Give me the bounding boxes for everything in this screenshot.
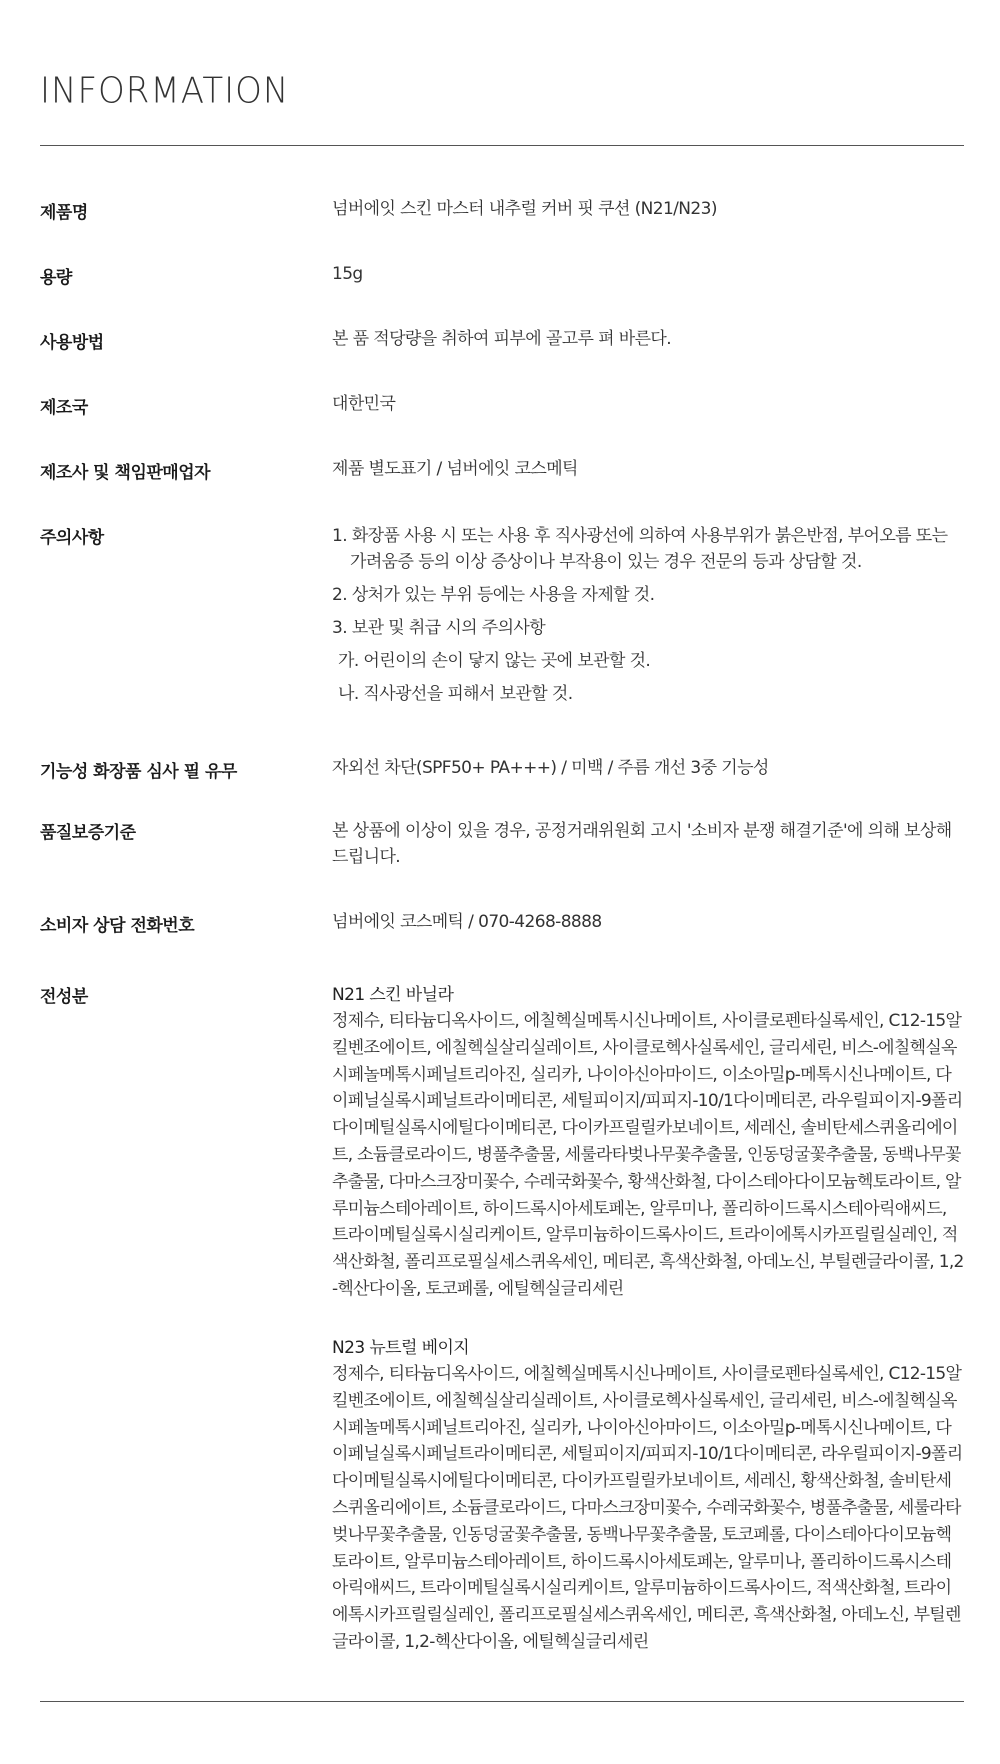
label-product-name: 제품명 (40, 203, 88, 223)
value-product-name: 넘버에잇 스킨 마스터 내추럴 커버 핏 쿠션 (N21/N23) (332, 199, 717, 219)
caution-item: 나. 직사광선을 피해서 보관할 것. (338, 684, 573, 704)
value-customer-service: 넘버에잇 코스메틱 / 070-4268-8888 (332, 912, 602, 932)
label-customer-service: 소비자 상담 전화번호 (40, 916, 195, 936)
caution-item: 가. 어린이의 손이 닿지 않는 곳에 보관할 것. (338, 651, 651, 671)
value-usage: 본 품 적당량을 취하여 피부에 골고루 펴 바른다. (332, 329, 672, 349)
page-title: INFORMATION (40, 70, 290, 112)
label-usage: 사용방법 (40, 333, 104, 353)
value-functional-cosmetic: 자외선 차단(SPF50+ PA+++) / 미백 / 주름 개선 3중 기능성 (332, 758, 769, 778)
label-country: 제조국 (40, 398, 88, 418)
ingredient-list: 정제수, 티타늄디옥사이드, 에칠헥실메톡시신나메이트, 사이클로펜타실록세인, C12-15알킬벤조에이트, 에칠헥실살리실레이트, 사이클로헥사실록세인, 글리세린, 비스-에칠헥실옥시페놀메톡시페닐트리아진, 실리카, 나이아신아마이드, 이소아밀p-메톡시신나메이트, 다이페닐실록시페닐트라이메티콘, 세틸피이지/피피지-10/1다이메티콘, 라우릴피이지-9폴리다이메틸실록시에틸다이메티콘, 다이카프릴릴카보네이트, 세레신, 황색산화철, 솔비탄세스퀴올리에이트, 소듐클로라이드, 다마스크장미꽃수, 수레국화꽃수, 병풀추출물, 세룰라타벚나무꽃추출물, 인동덩굴꽃추출물, 동백나무꽃추출물, 토코페롤, 다이스테아다이모늄헥토라이트, 알루미늄스테아레이트, 하이드록시아세토페논, 알루미나, 폴리하이드록시스테아릭애씨드, 트라이메틸실록시실리케이트, 알루미늄하이드록사이드, 적색산화철, 트라이에톡시카프릴릴실레인, 폴리프로필실세스퀴옥세인, 메티콘, 흑색산화철, 아데노신, 부틸렌글라이콜, 1,2-헥산다이올, 에틸헥실글리세린 (332, 1364, 963, 1652)
value-manufacturer: 제품 별도표기 / 넘버에잇 코스메틱 (332, 459, 578, 479)
value-ingredients (332, 982, 966, 1652)
ingredient-group (332, 982, 966, 1303)
value-cautions (332, 523, 966, 714)
ingredient-group-title: N23 뉴트럴 베이지 (332, 1338, 470, 1358)
value-country: 대한민국 (332, 394, 396, 414)
value-quality-guarantee: 본 상품에 이상이 있을 경우, 공정거래위원회 고시 '소비자 분쟁 해결기준'에 의해 보상해드립니다. (332, 821, 952, 867)
label-capacity: 용량 (40, 268, 72, 288)
caution-item: 1. 화장품 사용 시 또는 사용 후 직사광선에 의하여 사용부위가 붉은반점, 부어오름 또는 가려움증 등의 이상 증상이나 부작용이 있는 경우 전문의 등과 상담할 것. (332, 526, 948, 572)
value-capacity: 15g (332, 264, 363, 284)
label-manufacturer: 제조사 및 책임판매업자 (40, 463, 211, 483)
bottom-divider (40, 1701, 964, 1702)
caution-item: 2. 상처가 있는 부위 등에는 사용을 자제할 것. (332, 585, 655, 605)
label-ingredients: 전성분 (40, 987, 88, 1007)
label-functional-cosmetic: 기능성 화장품 심사 필 유무 (40, 762, 237, 782)
caution-item: 3. 보관 및 취급 시의 주의사항 (332, 618, 546, 638)
ingredient-group (332, 1335, 966, 1656)
label-quality-guarantee: 품질보증기준 (40, 823, 136, 843)
ingredient-list: 정제수, 티타늄디옥사이드, 에칠헥실메톡시신나메이트, 사이클로펜타실록세인, C12-15알킬벤조에이트, 에칠헥실살리실레이트, 사이클로헥사실록세인, 글리세린, 비스-에칠헥실옥시페놀메톡시페닐트리아진, 실리카, 나이아신아마이드, 이소아밀p-메톡시신나메이트, 다이페닐실록시페닐트라이메티콘, 세틸피이지/피피지-10/1다이메티콘, 라우릴피이지-9폴리다이메틸실록시에틸다이메티콘, 다이카프릴릴카보네이트, 세레신, 솔비탄세스퀴올리에이트, 소듐클로라이드, 병풀추출물, 세룰라타벚나무꽃추출물, 인동덩굴꽃추출물, 동백나무꽃추출물, 다마스크장미꽃수, 수레국화꽃수, 황색산화철, 다이스테아다이모늄헥토라이트, 알루미늄스테아레이트, 하이드록시아세토페논, 알루미나, 폴리하이드록시스테아릭애씨드, 트라이메틸실록시실리케이트, 알루미늄하이드록사이드, 트라이에톡시카프릴릴실레인, 적색산화철, 폴리프로필실세스퀴옥세인, 메티콘, 흑색산화철, 아데노신, 부틸렌글라이콜, 1,2-헥산다이올, 토코페롤, 에틸헥실글리세린 (332, 1011, 964, 1299)
top-divider (40, 145, 964, 146)
label-cautions: 주의사항 (40, 528, 104, 548)
ingredient-group-title: N21 스킨 바닐라 (332, 985, 454, 1005)
